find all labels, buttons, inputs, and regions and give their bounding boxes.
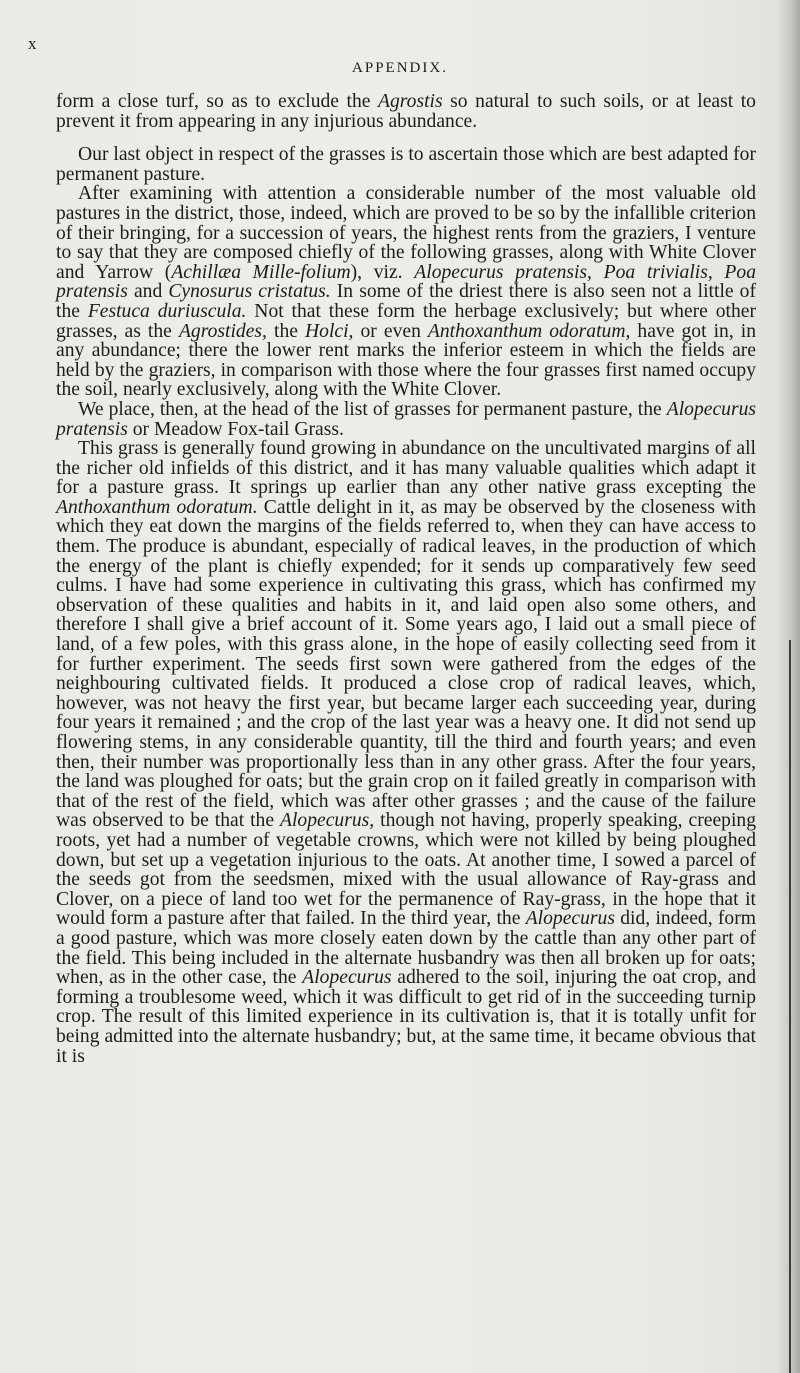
page-edge-line [789, 640, 791, 1373]
italic-text: Alopecurus [525, 908, 615, 930]
paragraph [56, 145, 756, 184]
text-run: or even [353, 320, 428, 342]
text-run: Our last object in respect of the grasses is to ascertain those which are best adapted for permanent pasture. [56, 144, 756, 185]
italic-text: Cynosurus cristatus. [168, 281, 331, 303]
italic-text: Alopecurus, [280, 810, 375, 832]
italic-text: Agrostides, [178, 320, 267, 342]
text-run: Not that these form the herbage exclusively; but where other grasses, as the [56, 300, 756, 342]
text-run: did, indeed, form a good pasture, which was more closely eaten down by the cattle than any other part of the field. This being included in the alternate husbandry was then all broken up for oats; when, as in the other case, the [56, 908, 756, 989]
body-text [56, 92, 756, 1066]
italic-text: Alopecurus pratensis [56, 398, 756, 440]
italic-text: Achillæa Mille-folium [171, 261, 351, 283]
italic-text: Holci, [305, 320, 354, 342]
text-run: Cattle delight in it, as may be observed by the closeness with which they eat down the margins of the fields referred to, when they can have access to them. The produce is abundant, especially of radical leaves, in the production of which the energy of the plant is chiefly expended; for it sends up comparatively few seed culms. I have had some experience in cultivating this grass, which has confirmed my observation of these qualities and habits in it, and laid open also some others, and therefore I shall give a brief account of it. Some years ago, I laid out a small piece of land, of a few poles, with this grass alone, in the hope of easily collecting seed from it for further experiment. The seeds first sown were gathered from the edges of the neighbouring cultivated fields. It produced a close crop of radical leaves, which, however, was not heavy the first year, but became larger each succeeding year, during four years it remained ; and the crop of the last year was a heavy one. It did not send up flowering stems, in any considerable quantity, till the third and fourth years; and even then, their number was proportionally less than in any other grass. After the four years, the land was ploughed for oats; but the grain crop on it failed greatly in comparison with that of the rest of the field, which was after other grasses ; and the cause of the failure was observed to be that the [56, 496, 756, 832]
text-run: In some of the driest there is also seen not a little of the [56, 281, 757, 322]
text-run: the [266, 320, 305, 342]
text-run: have got in, in any abundance; there the lower rent marks the inferior esteem in which the fields are held by the graziers, in comparison with those where the four grasses first named occupy the soil, nearly exclusively, along with the White Clover. [56, 320, 757, 401]
text-run: This grass is generally found growing in abundance on the uncultivated margins of all the richer old infields of this district, and it has many valuable qualities which adapt it for a pasture grass. It springs up earlier than any other native grass excepting the [56, 438, 756, 499]
text-run: After examining with attention a considerable number of the most valuable old pastures in the district, those, indeed, which are proved to be so by the infallible criterion of their bringing, for a succession of years, the highest rents from the graziers, I venture to say that they are composed chiefly of the following grasses, along with White Clover and Yarrow ( [56, 183, 756, 283]
italic-text: Anthoxanthum odoratum. [56, 496, 258, 518]
italic-text: Anthoxanthum odoratum, [427, 320, 631, 342]
text-run: and [127, 281, 169, 303]
italic-text: Alopecurus pratensis, Poa trivialis, Poa pratensis [56, 261, 756, 303]
text-run: adhered to the soil, injuring the oat crop, and forming a troublesome weed, which it was difficult to get rid of in the succeeding turnip crop. The result of this limited experience in its cultivation is, that it is totally unfit for being admitted into the alternate husbandry; but, at the same time, it became obvious that it is [56, 967, 757, 1067]
text-run: or Meadow Fox-tail Grass. [127, 418, 344, 440]
text-run: though not having, properly speaking, creeping roots, yet had a number of vegetable crowns, which were not killed by being ploughed down, but set up a vegetation injurious to the oats. At another time, I sowed a parcel of the seeds got from the seedsmen, mixed with the usual allowance of Ray-grass and Clover, on a piece of land too wet for the permanence of Ray-grass, in the hope that it would form a pasture after that failed. In the third year, the [56, 810, 756, 930]
text-run: ), viz. [350, 261, 415, 283]
page-edge-shadow [776, 0, 800, 1373]
paragraph [56, 400, 756, 439]
text-run: so natural to such soils, or at least to prevent it from appearing in any injurious abundance. [56, 91, 756, 132]
text-run: We place, then, at the head of the list of grasses for permanent pasture, the [78, 398, 667, 420]
page-number: x [28, 34, 38, 53]
italic-text: Alopecurus [302, 967, 392, 989]
italic-text: Festuca duriuscula. [87, 300, 247, 322]
italic-text: Agrostis [378, 91, 443, 112]
paragraph [56, 92, 756, 131]
paragraph [56, 184, 756, 400]
paragraph [56, 439, 756, 1066]
text-run: form a close turf, so as to exclude the [56, 91, 379, 112]
running-head: APPENDIX. [352, 60, 448, 76]
